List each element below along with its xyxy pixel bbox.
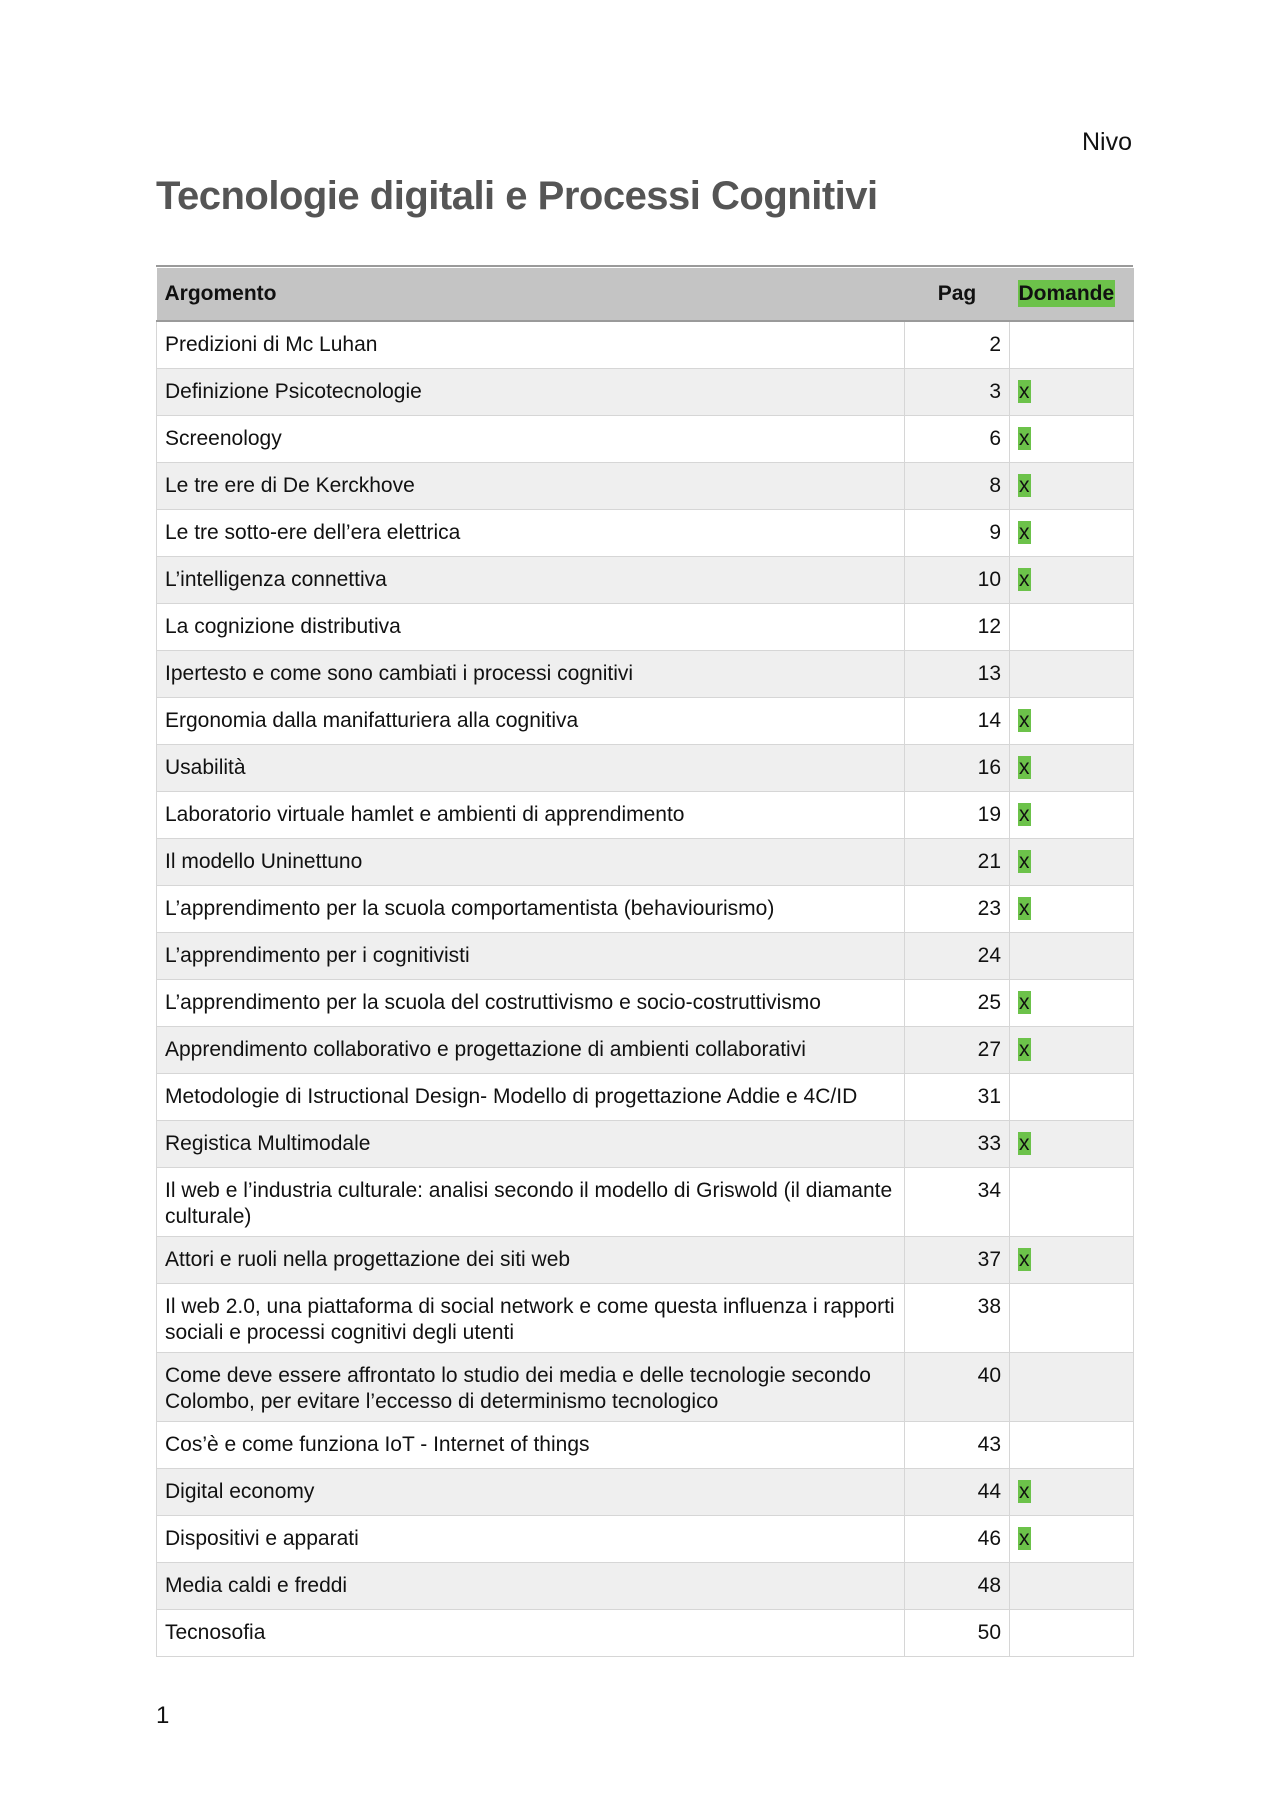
page-number: 1 — [156, 1702, 170, 1729]
question-mark-highlight: x — [1019, 708, 1030, 732]
table-row — [157, 1120, 1134, 1167]
page-cell: 10 — [905, 556, 1010, 603]
topic-cell: L’apprendimento per la scuola comportamentista (behaviourismo) — [157, 885, 905, 932]
page-cell: 21 — [905, 838, 1010, 885]
page-cell: 25 — [905, 979, 1010, 1026]
question-mark-highlight: x — [1019, 1526, 1030, 1550]
topics-table — [156, 268, 1134, 1657]
page-cell: 50 — [905, 1609, 1010, 1656]
questions-cell — [1010, 1352, 1134, 1421]
table-row — [157, 744, 1134, 791]
topic-cell: L’intelligenza connettiva — [157, 556, 905, 603]
page-cell: 24 — [905, 932, 1010, 979]
questions-cell — [1010, 697, 1134, 744]
questions-cell — [1010, 791, 1134, 838]
question-mark-highlight: x — [1019, 567, 1030, 591]
questions-cell — [1010, 1562, 1134, 1609]
topic-cell: Il web 2.0, una piattaforma di social network e come questa influenza i rapporti sociali e processi cognitivi degli utenti — [157, 1283, 905, 1352]
document-title: Tecnologie digitali e Processi Cognitivi — [156, 174, 878, 218]
table-row — [157, 1167, 1134, 1236]
table-row — [157, 1421, 1134, 1468]
questions-cell — [1010, 1167, 1134, 1236]
page-cell: 44 — [905, 1468, 1010, 1515]
table-header-row — [157, 268, 1134, 321]
topic-cell: Il modello Uninettuno — [157, 838, 905, 885]
topic-cell: Cos’è e come funziona IoT - Internet of things — [157, 1421, 905, 1468]
title-divider — [156, 265, 1133, 267]
page-cell: 43 — [905, 1421, 1010, 1468]
page-cell: 9 — [905, 509, 1010, 556]
page-cell: 16 — [905, 744, 1010, 791]
table-row — [157, 1609, 1134, 1656]
topic-cell: Predizioni di Mc Luhan — [157, 321, 905, 368]
questions-cell — [1010, 885, 1134, 932]
questions-cell — [1010, 462, 1134, 509]
topic-cell: Digital economy — [157, 1468, 905, 1515]
page-cell: 6 — [905, 415, 1010, 462]
table-row — [157, 603, 1134, 650]
questions-cell — [1010, 556, 1134, 603]
table-row — [157, 509, 1134, 556]
page-cell: 48 — [905, 1562, 1010, 1609]
table-row — [157, 1073, 1134, 1120]
topic-cell: La cognizione distributiva — [157, 603, 905, 650]
questions-cell — [1010, 838, 1134, 885]
topic-cell: Le tre ere di De Kerckhove — [157, 462, 905, 509]
questions-cell — [1010, 321, 1134, 368]
question-mark-highlight: x — [1019, 1037, 1030, 1061]
table-row — [157, 932, 1134, 979]
question-mark-highlight: x — [1019, 755, 1030, 779]
questions-cell — [1010, 744, 1134, 791]
questions-cell — [1010, 603, 1134, 650]
questions-cell — [1010, 979, 1134, 1026]
table-row — [157, 415, 1134, 462]
question-mark-highlight: x — [1019, 990, 1030, 1014]
question-mark-highlight: x — [1019, 473, 1030, 497]
questions-cell — [1010, 650, 1134, 697]
domande-highlight: Domande — [1018, 282, 1115, 305]
question-mark-highlight: x — [1019, 849, 1030, 873]
topic-cell: Screenology — [157, 415, 905, 462]
table-row — [157, 321, 1134, 368]
topic-cell: Apprendimento collaborativo e progettazione di ambienti collaborativi — [157, 1026, 905, 1073]
question-mark-highlight: x — [1019, 1131, 1030, 1155]
table-row — [157, 791, 1134, 838]
page-cell: 31 — [905, 1073, 1010, 1120]
questions-cell — [1010, 1283, 1134, 1352]
table-row — [157, 1026, 1134, 1073]
question-mark-highlight: x — [1019, 1247, 1030, 1271]
table-row — [157, 697, 1134, 744]
table-row — [157, 979, 1134, 1026]
page-cell: 8 — [905, 462, 1010, 509]
table-row — [157, 650, 1134, 697]
page-cell: 12 — [905, 603, 1010, 650]
column-header-pag: Pag — [905, 268, 1010, 321]
page-cell: 3 — [905, 368, 1010, 415]
topic-cell: Il web e l’industria culturale: analisi secondo il modello di Griswold (il diamante culturale) — [157, 1167, 905, 1236]
page-cell: 13 — [905, 650, 1010, 697]
topic-cell: Le tre sotto-ere dell’era elettrica — [157, 509, 905, 556]
question-mark-highlight: x — [1019, 802, 1030, 826]
questions-cell — [1010, 1421, 1134, 1468]
questions-cell — [1010, 1236, 1134, 1283]
page-cell: 38 — [905, 1283, 1010, 1352]
questions-cell — [1010, 1026, 1134, 1073]
page-cell: 23 — [905, 885, 1010, 932]
topics-table-body — [157, 321, 1134, 1656]
question-mark-highlight: x — [1019, 1479, 1030, 1503]
table-row — [157, 1515, 1134, 1562]
table-row — [157, 1352, 1134, 1421]
table-row — [157, 885, 1134, 932]
table-row — [157, 1283, 1134, 1352]
questions-cell — [1010, 415, 1134, 462]
questions-cell — [1010, 509, 1134, 556]
questions-cell — [1010, 1120, 1134, 1167]
page-cell: 33 — [905, 1120, 1010, 1167]
page-cell: 19 — [905, 791, 1010, 838]
page-cell: 27 — [905, 1026, 1010, 1073]
topic-cell: Come deve essere affrontato lo studio dei media e delle tecnologie secondo Colombo, per evitare l’eccesso di determinismo tecnologico — [157, 1352, 905, 1421]
topic-cell: Metodologie di Istructional Design- Modello di progettazione Addie e 4C/ID — [157, 1073, 905, 1120]
page-cell: 2 — [905, 321, 1010, 368]
table-row — [157, 838, 1134, 885]
questions-cell — [1010, 1609, 1134, 1656]
questions-cell — [1010, 368, 1134, 415]
table-row — [157, 1562, 1134, 1609]
page-cell: 40 — [905, 1352, 1010, 1421]
page-cell: 46 — [905, 1515, 1010, 1562]
question-mark-highlight: x — [1019, 896, 1030, 920]
questions-cell — [1010, 932, 1134, 979]
topic-cell: Usabilità — [157, 744, 905, 791]
topic-cell: Dispositivi e apparati — [157, 1515, 905, 1562]
question-mark-highlight: x — [1019, 520, 1030, 544]
page-cell: 37 — [905, 1236, 1010, 1283]
topic-cell: L’apprendimento per i cognitivisti — [157, 932, 905, 979]
page-cell: 34 — [905, 1167, 1010, 1236]
questions-cell — [1010, 1073, 1134, 1120]
column-header-argomento: Argomento — [157, 268, 905, 321]
topic-cell: L’apprendimento per la scuola del costruttivismo e socio-costruttivismo — [157, 979, 905, 1026]
question-mark-highlight: x — [1019, 379, 1030, 403]
topic-cell: Definizione Psicotecnologie — [157, 368, 905, 415]
question-mark-highlight: x — [1019, 426, 1030, 450]
author-name: Nivo — [1081, 128, 1132, 156]
page-cell: 14 — [905, 697, 1010, 744]
table-row — [157, 1468, 1134, 1515]
questions-cell — [1010, 1515, 1134, 1562]
topic-cell: Registica Multimodale — [157, 1120, 905, 1167]
questions-cell — [1010, 1468, 1134, 1515]
topic-cell: Tecnosofia — [157, 1609, 905, 1656]
topic-cell: Attori e ruoli nella progettazione dei siti web — [157, 1236, 905, 1283]
table-row — [157, 462, 1134, 509]
column-header-domande — [1010, 268, 1134, 321]
topic-cell: Media caldi e freddi — [157, 1562, 905, 1609]
topic-cell: Ergonomia dalla manifatturiera alla cognitiva — [157, 697, 905, 744]
table-row — [157, 556, 1134, 603]
table-row — [157, 1236, 1134, 1283]
topic-cell: Ipertesto e come sono cambiati i processi cognitivi — [157, 650, 905, 697]
table-row — [157, 368, 1134, 415]
topic-cell: Laboratorio virtuale hamlet e ambienti di apprendimento — [157, 791, 905, 838]
